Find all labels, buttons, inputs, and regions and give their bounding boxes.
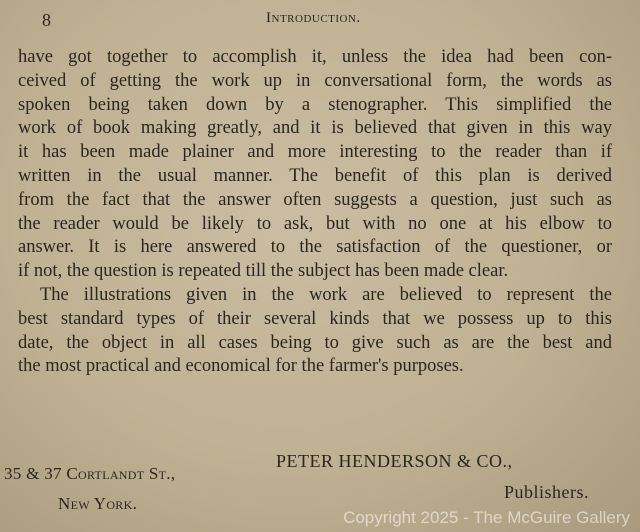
text-line: if not, the question is repeated till the subject has been made clear. bbox=[18, 261, 509, 282]
address-city: New York. bbox=[58, 494, 138, 513]
text-line: The illustrations given in the work are believed to represent the bbox=[40, 284, 612, 305]
publisher-name: PETER HENDERSON & CO., bbox=[276, 451, 513, 471]
text-line: have got together to accomplish it, unless the idea had been con- bbox=[18, 47, 612, 67]
text-line: date, the object in all cases being to give such as are the best and bbox=[18, 332, 612, 353]
body-text bbox=[18, 46, 612, 379]
text-line: the reader would be likely to ask, but with no one at his elbow to bbox=[18, 213, 612, 234]
text-line: from the fact that the answer often suggests a question, just such as bbox=[18, 189, 612, 210]
text-line: ceived of getting the work up in conversational form, the words as bbox=[18, 70, 612, 91]
publisher-role: Publishers. bbox=[504, 482, 590, 502]
text-line: written in the usual manner. The benefit of this plan is derived bbox=[18, 165, 612, 186]
text-line: spoken being taken down by a stenographer. This simplified the bbox=[18, 94, 612, 115]
address-street: 35 & 37 Cortlandt St., bbox=[4, 464, 176, 483]
running-head: Introduction. bbox=[266, 10, 361, 26]
page-number: 8 bbox=[42, 10, 51, 30]
text-line: the most practical and economical for the farmer's purposes. bbox=[18, 356, 464, 377]
text-line: it has been made plainer and more interesting to the reader than if bbox=[18, 142, 612, 163]
text-line: answer. It is here answered to the satisfaction of the questioner, or bbox=[18, 237, 612, 258]
text-line: best standard types of their several kinds that we possess up to this bbox=[18, 308, 612, 329]
text-line: work of book making greatly, and it is believed that given in this way bbox=[18, 118, 612, 139]
copyright-watermark: Copyright 2025 - The McGuire Gallery bbox=[343, 508, 630, 527]
